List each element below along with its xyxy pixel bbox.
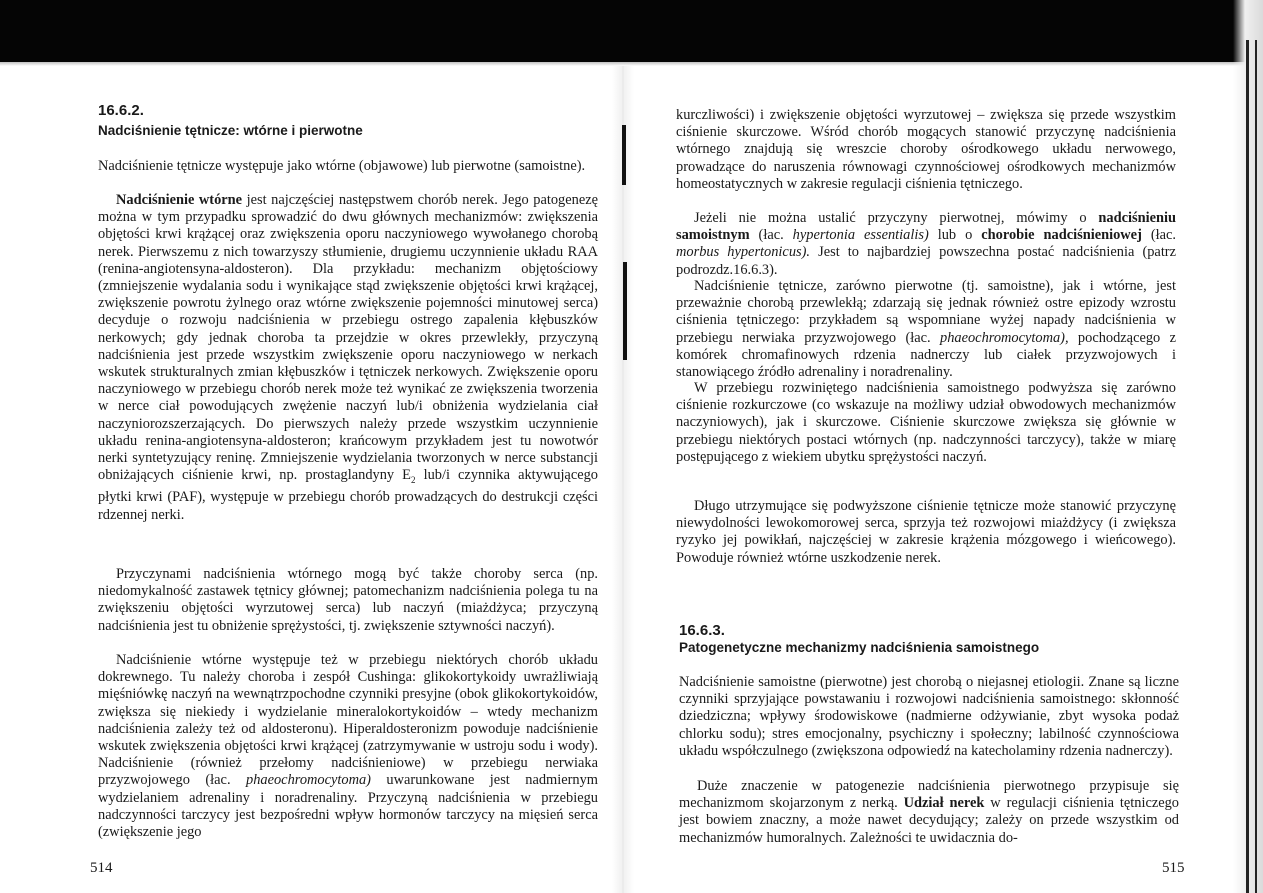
left-page [0, 0, 612, 893]
paragraph: Przyczynami nadciśnienia wtórnego mogą być także choroby serca (np. niedomykalność zastawek tętnicy głównej; patomechanizm nadciśnienia polega tu na zwiększeniu objętości wyrzutowej serca) lub naczyń (miażdżyca; przyczyną nadciśnienia jest tu obniżenie sprężystości, tj. zwiększenie sztywności naczyń). [98, 566, 598, 634]
bold-term: chorobie nadciśnieniowej [981, 227, 1142, 244]
page-edge-line [1246, 40, 1249, 893]
paragraph: Nadciśnienie samoistne (pierwotne) jest chorobą o niejasnej etiologii. Znane są liczne czynniki sprzyjające powstawaniu i rozwojowi nadciśnienia samoistnego: skłonność dziedziczna; wpływy środowiskowe (nadmierne odżywianie, zbyt wysoka podaż chlorku sodu); stres emocjonalny, psychiczny i społeczny; labilność czynnościowa układu współczulnego (zwiększona odpowiedź na katecholaminy rdzenia nadnerczy). [679, 674, 1179, 759]
paragraph: Nadciśnienie tętnicze występuje jako wtórne (objawowe) lub pierwotne (samoistne). [98, 158, 586, 174]
gutter-mark [622, 125, 626, 185]
paragraph-text: lub o [928, 227, 982, 244]
paragraph: Długo utrzymujące się podwyższone ciśnienie tętnicze może stanowić przyczynę niewydolności lewokomorowej serca, sprzyja też rozwojowi miażdżycy (i zwiększa ryzyko jej powikłań, najczęściej w zakresie krążenia mózgowego i wieńcowego). Powoduje również wtórne uszkodzenie nerek. [676, 498, 1176, 566]
paragraph [676, 210, 1176, 279]
page-edge-line [1255, 40, 1257, 893]
section-title: Nadciśnienie tętnicze: wtórne i pierwotne [98, 123, 363, 138]
paragraph-text: Jest to najbardziej powszechna postać nadciśnienia (patrz podrozdz.16.6.3). [676, 244, 1176, 278]
paragraph-text: Nadciśnienie tętnicze, zarówno pierwotne (tj. samoistne), jak i wtórne, jest przeważnie chorobą przewlekłą; zdarzają się jednak również ostre epizody wzrostu ciśnienia tętniczego: przykładem są wspomniane wyżej napady nadciśnienia w przebiegu nerwiaka przyzwojowego (łac. [676, 278, 1176, 346]
bold-term: Udział nerek [903, 795, 985, 812]
paragraph: W przebiegu rozwiniętego nadciśnienia samoistnego podwyższa się zarówno ciśnienie rozkurczowe (co wskazuje na możliwy udział obwodowych mechanizmów naczyniowych), jak i skurczowe. Ciśnienie skurczowe zwiększa się głównie w przebiegu niektórych postaci wtórnych (np. nadczynności tarczycy), także w miarę postępującego z wiekiem ubytku sprężystości naczyń. [676, 380, 1176, 465]
paragraph-text: Duże znaczenie w patogenezie nadciśnienia pierwotnego przypisuje się mechanizmom skojarzonym z nerką. [679, 778, 1179, 812]
paragraph-text: uwarunkowane jest nadmiernym wydzielaniem adrenaliny i noradrenaliny. Przyczyną nadciśnienia w przebiegu nadczynności tarczycy jest bezpośredni wpływ hormonów tarczycy na mięsień serca (zwiększenie jego [98, 772, 598, 841]
paragraph [679, 778, 1179, 847]
page-number: 515 [1162, 860, 1185, 876]
paragraph [676, 278, 1176, 381]
gutter-mark [623, 262, 627, 360]
paragraph [98, 652, 598, 841]
book-gutter [612, 66, 634, 893]
paragraph-text: lub/i czynnika aktywującego płytki krwi (PAF), występuje w przebiegu chorób prowadzących do destrukcji części rdzennej nerki. [98, 467, 598, 523]
paragraph: kurczliwości) i zwiększenie objętości wyrzutowej – zwiększa się przede wszystkim ciśnienie skurczowe. Wśród chorób mogących stanowić przyczynę nadciśnienia wtórnego znajdują się wreszcie choroby ośrodkowego układu nerwowego, prowadzące do naruszenia równowagi czynnościowej ośrodkowych mechanizmów homeostatycznych w zakresie regulacji ciśnienia tętniczego. [676, 107, 1176, 192]
italic-term: morbus hypertonicus). [676, 244, 811, 261]
page-number: 514 [90, 860, 113, 876]
italic-term: phaeochromocytoma) [246, 772, 371, 789]
bold-term: nadciśnieniu samoistnym [676, 210, 1176, 244]
italic-term: phaeochromocytoma), [940, 329, 1069, 346]
paragraph-text: w regulacji ciśnienia tętniczego jest bowiem znaczny, a może nawet decydujący; zależy on przede wszystkim od mechanizmów humoralnych. Zależności te uwidacznia do- [679, 795, 1179, 846]
paragraph-text: (łac. [1141, 227, 1177, 244]
right-page [634, 0, 1234, 893]
paragraph-text: (łac. [749, 227, 793, 244]
italic-term: hypertonia essentialis) [792, 227, 929, 244]
bold-term: Nadciśnienie wtórne [116, 192, 243, 208]
paragraph-text: Nadciśnienie wtórne występuje też w przebiegu niektórych chorób układu dokrewnego. Tu należy choroba i zespół Cushinga: glikokortykoidy uwrażliwiają mięśniówkę naczyń na wewnątrzpochodne czynniki presyjne (obok glikokortykoidów, zwiększa się niekiedy i wydzielanie mineralokortykoidów – wtedy mechanizm nadciśnienia zależy też od aldosteronu). Hiperaldosteronizm powoduje nadciśnienie wskutek zwiększenia objętości krwi krążącej (zatrzymywanie w ustroju sodu i wody). Nadciśnienie (również przełomy nadciśnieniowe) w przebiegu nerwiaka przyzwojowego (łac. [98, 652, 598, 789]
paragraph-text: pochodzącego z komórek chromafinowych rdzenia nadnerczy lub ciałek przyzwojowych i stanowiącego źródło adrenaliny i noradrenaliny. [676, 329, 1176, 381]
section-title: Patogenetyczne mechanizmy nadciśnienia samoistnego [679, 640, 1040, 655]
subscript: 2 [410, 475, 416, 486]
section-number: 16.6.3. [679, 622, 725, 639]
paragraph-text: Jeżeli nie można ustalić przyczyny pierwotnej, mówimy o [694, 210, 1099, 226]
section-number: 16.6.2. [98, 102, 144, 119]
paragraph-text: jest najczęściej następstwem chorób nerek. Jego patogenezę można w tym przypadku sprowadzić do dwu głównych mechanizmów: zwiększenia objętości krwi krążącej oraz zwiększenia oporu naczyniowego wywołanego chorobą nerek. Pierwszemu z nich towarzyszy stłumienie, drugiemu uczynnienie układu RAA (renina-angiotensyna-aldosteron). Dla przykładu: mechanizm objętościowy (zmniejszenie wydalania sodu i wynikające stąd zwiększenie objętości krwi krążącej, zwiększenie powrotu żylnego oraz wtórne zwiększenie pojemności minutowej serca) decyduje o rozwoju nadciśnienia w przebiegu ostrego zapalenia kłębuszków nerkowych; gdy jednak choroba ta przejdzie w okres przewlekły, przyczyną nadciśnienia jest przede wszystkim zwiększenie oporu naczyniowego w nerkach wskutek strukturalnych zmian kłębuszków i tętniczek nerkowych. Zwiększenie oporu naczyniowego w przebiegu chorób nerek może też wynikać ze zwiększenia tworzenia w nerce ciał powodujących zwężenie naczyń lub/i obniżenia wydzielania ciał naczyniorozszerzających. Do pierwszych należy przede wszystkim uczynnienie układu renina-angiotensyna-aldosteron; krańcowym przykładem jest tu nowotwór nerki syntetyzujący reninę. Zmniejszenie wydzielania tworzonych w nerce substancji obniżających ciśnienie krwi, np. prostaglandyny E [98, 192, 598, 484]
paragraph [98, 192, 598, 524]
